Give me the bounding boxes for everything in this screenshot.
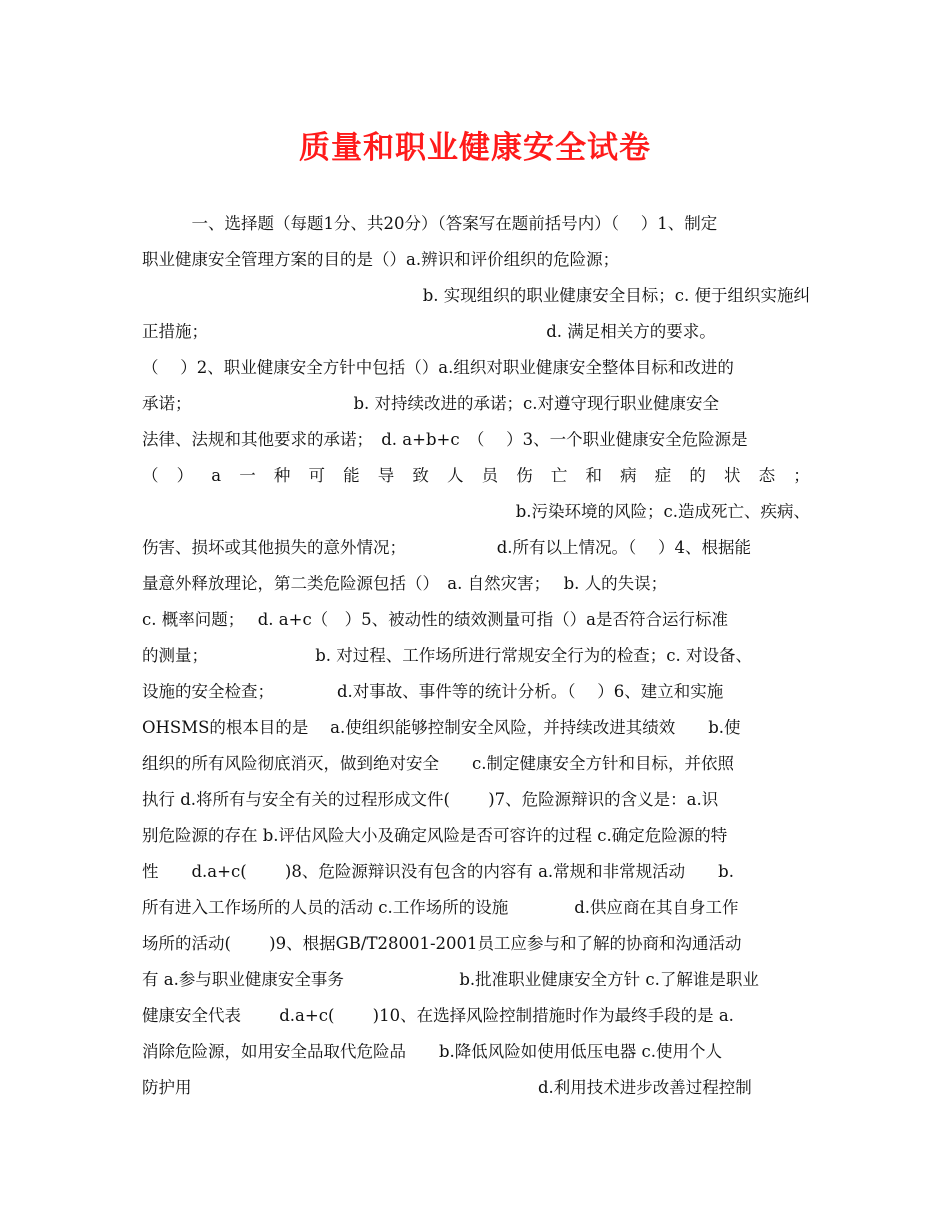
spread-char: 员 — [481, 466, 499, 485]
document-title: 质量和职业健康安全试卷 — [299, 130, 651, 166]
text-line-3: b. 实现组织的职业健康安全目标；c. 便于组织实施纠 — [422, 286, 810, 305]
text-line-2: 职业健康安全管理方案的目的是（）a.辨识和评价组织的危险源； — [142, 250, 620, 269]
text-line-12: c. 概率问题； d. a+c（ ）5、被动性的绩效测量可指（）a是否符合运行标准 — [142, 610, 729, 629]
text-line-22: 有 a.参与职业健康安全事务 b.批准职业健康安全方针 c.了解谁是职业 — [142, 970, 759, 989]
text-line-9: b.污染环境的风险；c.造成死亡、疾病、 — [515, 502, 810, 521]
text-line-19: 性 d.a+c( )8、危险源辩识没有包含的内容有 a.常规和非常规活动 b. — [142, 862, 734, 881]
text-line-5: （ ）2、职业健康安全方针中包括（）a.组织对职业健康安全整体目标和改进的 — [142, 358, 734, 377]
spread-char: 的 — [689, 466, 706, 485]
text-line-16: 组织的所有风险彻底消灭，做到绝对安全 c.制定健康安全方针和目标，并依照 — [142, 754, 734, 773]
text-line-1: 一、选择题（每题1分、共20分）（答案写在题前括号内）（ ）1、制定 — [142, 214, 718, 233]
spread-char: 伤 — [516, 466, 533, 485]
spread-char: 态 — [758, 466, 776, 485]
text-line-15: OHSMS的根本目的是 a.使组织能够控制安全风险，并持续改进其绩效 b.使 — [142, 718, 741, 737]
document-body — [142, 206, 810, 1106]
text-line-8 — [142, 458, 810, 494]
spread-char: 病 — [620, 466, 637, 485]
spread-char: 状 — [723, 466, 741, 485]
text-line-7: 法律、法规和其他要求的承诺； d. a+b+c （ ）3、一个职业健康安全危险源是 — [142, 430, 748, 449]
text-line-23: 健康安全代表 d.a+c( )10、在选择风险控制措施时作为最终手段的是 a. — [142, 1006, 734, 1025]
spread-char: （ — [142, 466, 159, 485]
spread-char: a — [211, 466, 222, 485]
spread-char: 种 — [273, 466, 291, 485]
spread-char: 能 — [343, 466, 360, 485]
text-line-21: 场所的活动( )9、根据GB/T28001-2001员工应参与和了解的协商和沟通活动 — [142, 934, 742, 953]
spread-char: 致 — [412, 466, 429, 485]
text-line-11: 量意外释放理论，第二类危险源包括（） a. 自然灾害； b. 人的失误； — [142, 574, 668, 593]
text-line-6: 承诺； b. 对持续改进的承诺；c.对遵守现行职业健康安全 — [142, 394, 720, 413]
text-line-13: 的测量； b. 对过程、工作场所进行常规安全行为的检查；c. 对设备、 — [142, 646, 753, 665]
spread-char: 和 — [585, 466, 602, 485]
text-line-14: 设施的安全检查； d.对事故、事件等的统计分析。（ ）6、建立和实施 — [142, 682, 724, 701]
text-line-4: 正措施； d. 满足相关方的要求。 — [142, 322, 716, 341]
spread-char: 可 — [308, 466, 325, 485]
spread-char: 一 — [239, 466, 256, 485]
spread-char: ； — [793, 466, 810, 485]
text-line-18: 别危险源的存在 b.评估风险大小及确定风险是否可容许的过程 c.确定危险源的特 — [142, 826, 728, 845]
text-line-17: 执行 d.将所有与安全有关的过程形成文件( )7、危险源辩识的含义是：a.识 — [142, 790, 719, 809]
spread-char: 症 — [654, 466, 672, 485]
text-line-24: 消除危险源，如用安全品取代危险品 b.降低风险如使用低压电器 c.使用个人 — [142, 1042, 723, 1061]
spread-char: 导 — [377, 466, 395, 485]
text-line-25: 防护用 d.利用技术进步改善过程控制 — [142, 1078, 752, 1097]
spread-char: 人 — [446, 466, 464, 485]
text-line-20: 所有进入工作场所的人员的活动 c.工作场所的设施 d.供应商在其自身工作 — [142, 898, 739, 917]
text-line-10: 伤害、损坏或其他损失的意外情况； d.所有以上情况。（ ）4、根据能 — [142, 538, 752, 557]
spread-char: 亡 — [550, 466, 568, 485]
spread-char: ） — [176, 466, 194, 485]
